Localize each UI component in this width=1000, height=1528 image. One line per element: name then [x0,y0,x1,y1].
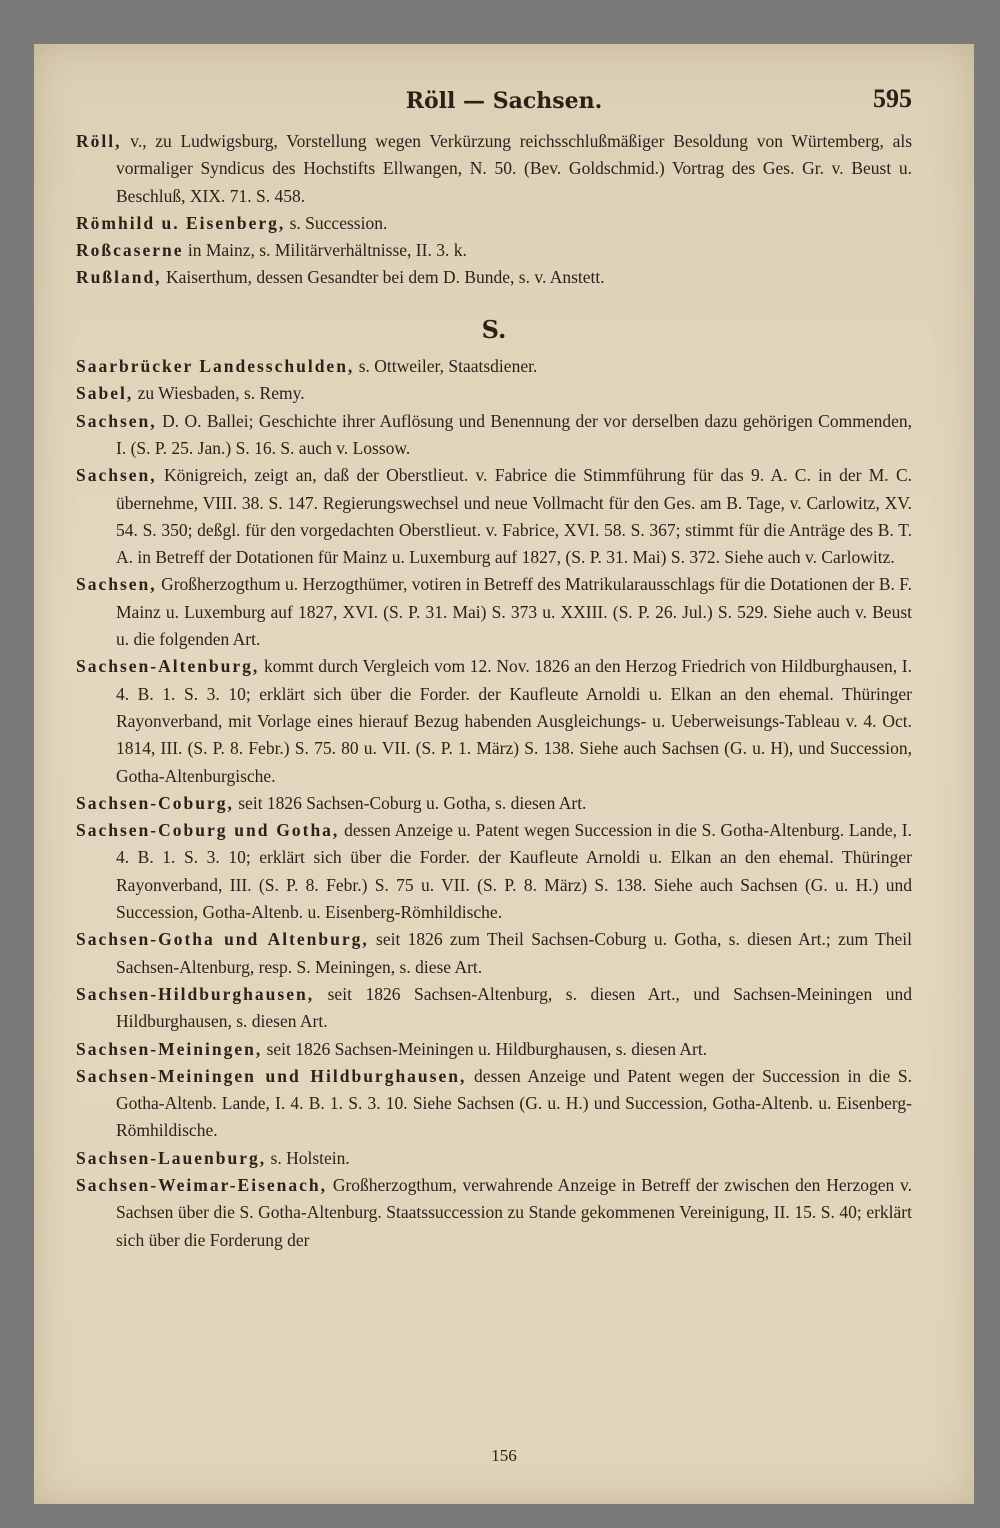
index-entry [76,380,912,407]
running-head: Röll — Sachsen. [405,88,603,114]
signature-mark: 156 [491,1446,517,1465]
index-entry [76,1145,912,1172]
entry-text: Königreich, zeigt an, daß der Oberstlieut. v. Fabrice die Stimmführung für das 9. A. C. in der M. C. übernehme, VIII. 38. S. 147. Regierungswechsel und neue Vollmacht für den Ges. am B. Tage, v. Carlowitz, XV. 54. S. 350; deßgl. für den vorgedachten Oberstlieut. v. Fabrice, XVI. 58. S. 367; stimmt für die Anträge des B. T. A. in Betreff der Dotationen für Mainz u. Luxemburg auf 1827, (S. P. 31. Mai) S. 372. Siehe auch v. Carlowitz. [116,465,912,568]
entry-text: seit 1826 zum Theil Sachsen-Coburg u. Gotha, s. diesen Art.; zum Theil Sachsen-Altenburg, resp. S. Meiningen, s. diese Art. [116,929,912,977]
index-entry [76,1036,912,1063]
entry-text: dessen Anzeige u. Patent wegen Succession in die S. Gotha-Altenburg. Lande, I. 4. B. 1. S. 3. 10; erklärt sich über die Forder. der Kaufleute Arnoldi u. Elkan an den ehemal. Thüringer Rayonverband, III. (S. P. 8. Febr.) S. 75 u. VII. (S. P. 8. März) S. 138. Siehe auch Sachsen (G. u. H.) und Succession, Gotha-Altenb. u. Eisenberg-Römhildische. [116,820,912,923]
entry-headword: Röll, [76,131,122,151]
entry-text: Großherzogthum, verwahrende Anzeige in Betreff der zwischen den Herzogen v. Sachsen über die S. Gotha-Altenburg. Staatssuccession zu Stande gekommenen Vereinigung, II. 15. S. 40; erklärt sich über die Forderung der [116,1174,912,1250]
entry-text: D. O. Ballei; Geschichte ihrer Auflösung und Benennung der vor derselben dazu gehörigen Commenden, I. (S. P. 25. Jan.) S. 16. S. auch v. Lossow. [116,410,912,458]
index-entry [76,1063,912,1145]
index-entry [76,981,912,1036]
entry-text: s. Succession. [289,212,388,233]
entry-headword: Sachsen-Coburg und Gotha, [76,820,340,841]
index-entry [76,210,912,237]
index-entry [76,653,912,789]
entry-headword: Sachsen, [76,410,157,431]
entry-text: seit 1826 Sachsen-Coburg u. Gotha, s. diesen Art. [238,792,587,813]
entry-text: Kaiserthum, dessen Gesandter bei dem D. Bunde, s. v. Anstett. [165,267,605,288]
book-page [34,44,974,1504]
index-entry [76,353,912,380]
entry-headword: Rußland, [76,267,162,288]
entry-text: v., zu Ludwigsburg, Vorstellung wegen Verkürzung reichsschlußmäßiger Besoldung von Würtemberg, als vormaliger Syndicus des Hochstifts Ellwangen, N. 50. (Bev. Goldschmid.) Vortrag des Ges. Gr. v. Beust u. Beschluß, XIX. 71. S. 458. [116,131,913,206]
index-entry [76,237,912,264]
entry-headword: Sachsen, [76,574,157,595]
entry-headword: Sachsen-Hildburghausen, [76,983,315,1004]
section-letter-heading: S. [481,314,507,344]
index-entry [76,462,912,571]
entry-headword: Sachsen-Gotha und Altenburg, [76,929,369,950]
entry-headword: Sachsen-Meiningen und Hildburghausen, [76,1065,467,1086]
entry-headword: Römhild u. Eisenberg, [76,212,286,233]
index-entry [76,264,912,291]
entry-text: in Mainz, s. Militärverhältnisse, II. 3. k. [187,240,467,261]
entry-text: kommt durch Vergleich vom 12. Nov. 1826 an den Herzog Friedrich von Hildburghausen, I. 4. B. 1. S. 3. 10; erklärt sich über die Forder. der Kaufleute Arnoldi u. Elkan an den ehemal. Thüringer Rayonverband, mit Vorlage eines hierauf Bezug habenden Ausgleichungs- u. Ueberweisungs-Tableau v. 4. Oct. 1814, III. (S. P. 8. Febr.) S. 75. 80 u. VII. (S. P. 1. März) S. 138. Siehe auch Sachsen (G. u. H), und Succession, Gotha-Altenburgische. [116,656,912,786]
index-entry [76,790,912,817]
entry-text: dessen Anzeige und Patent wegen der Succession in die S. Gotha-Altenb. Lande, I. 4. B. 1. S. 3. 10. Siehe Sachsen (G. u. H.) und Succession, Gotha-Altenb. u. Eisenberg-Römhildische. [116,1065,913,1141]
entry-headword: Sachsen-Coburg, [76,792,234,813]
entry-text: Großherzogthum u. Herzogthümer, votiren in Betreff des Matrikularausschlags für die Dotationen der B. F. Mainz u. Luxemburg auf 1827, XVI. (S. P. 31. Mai) S. 373 u. XXIII. (S. P. 26. Jul.) S. 529. Siehe auch v. Beust u. die folgenden Art. [116,574,912,650]
index-entry [76,408,912,463]
index-entry [76,128,912,210]
entry-headword: Sabel, [76,383,134,404]
entry-text: s. Holstein. [270,1147,350,1168]
entry-text: seit 1826 Sachsen-Meiningen u. Hildburghausen, s. diesen Art. [266,1038,708,1059]
index-entry [76,571,912,653]
entry-headword: Saarbrücker Landesschulden, [76,356,355,377]
entry-headword: Sachsen-Meiningen, [76,1038,263,1059]
index-entry [76,1172,912,1254]
entry-text: zu Wiesbaden, s. Remy. [137,383,305,404]
page-number: 595 [873,84,912,113]
entry-headword: Sachsen, [76,465,157,486]
entry-headword: Sachsen-Weimar-Eisenach, [76,1174,328,1195]
entry-headword: Sachsen-Altenburg, [76,656,260,677]
entry-text: seit 1826 Sachsen-Altenburg, s. diesen Art., und Sachsen-Meiningen und Hildburghausen, s. diesen Art. [116,983,912,1032]
index-entries [76,128,912,1254]
entry-headword: Roßcaserne [76,240,184,261]
entry-headword: Sachsen-Lauenburg, [76,1147,267,1168]
index-entry [76,817,912,926]
entry-text: s. Ottweiler, Staatsdiener. [358,356,538,377]
index-entry [76,926,912,981]
